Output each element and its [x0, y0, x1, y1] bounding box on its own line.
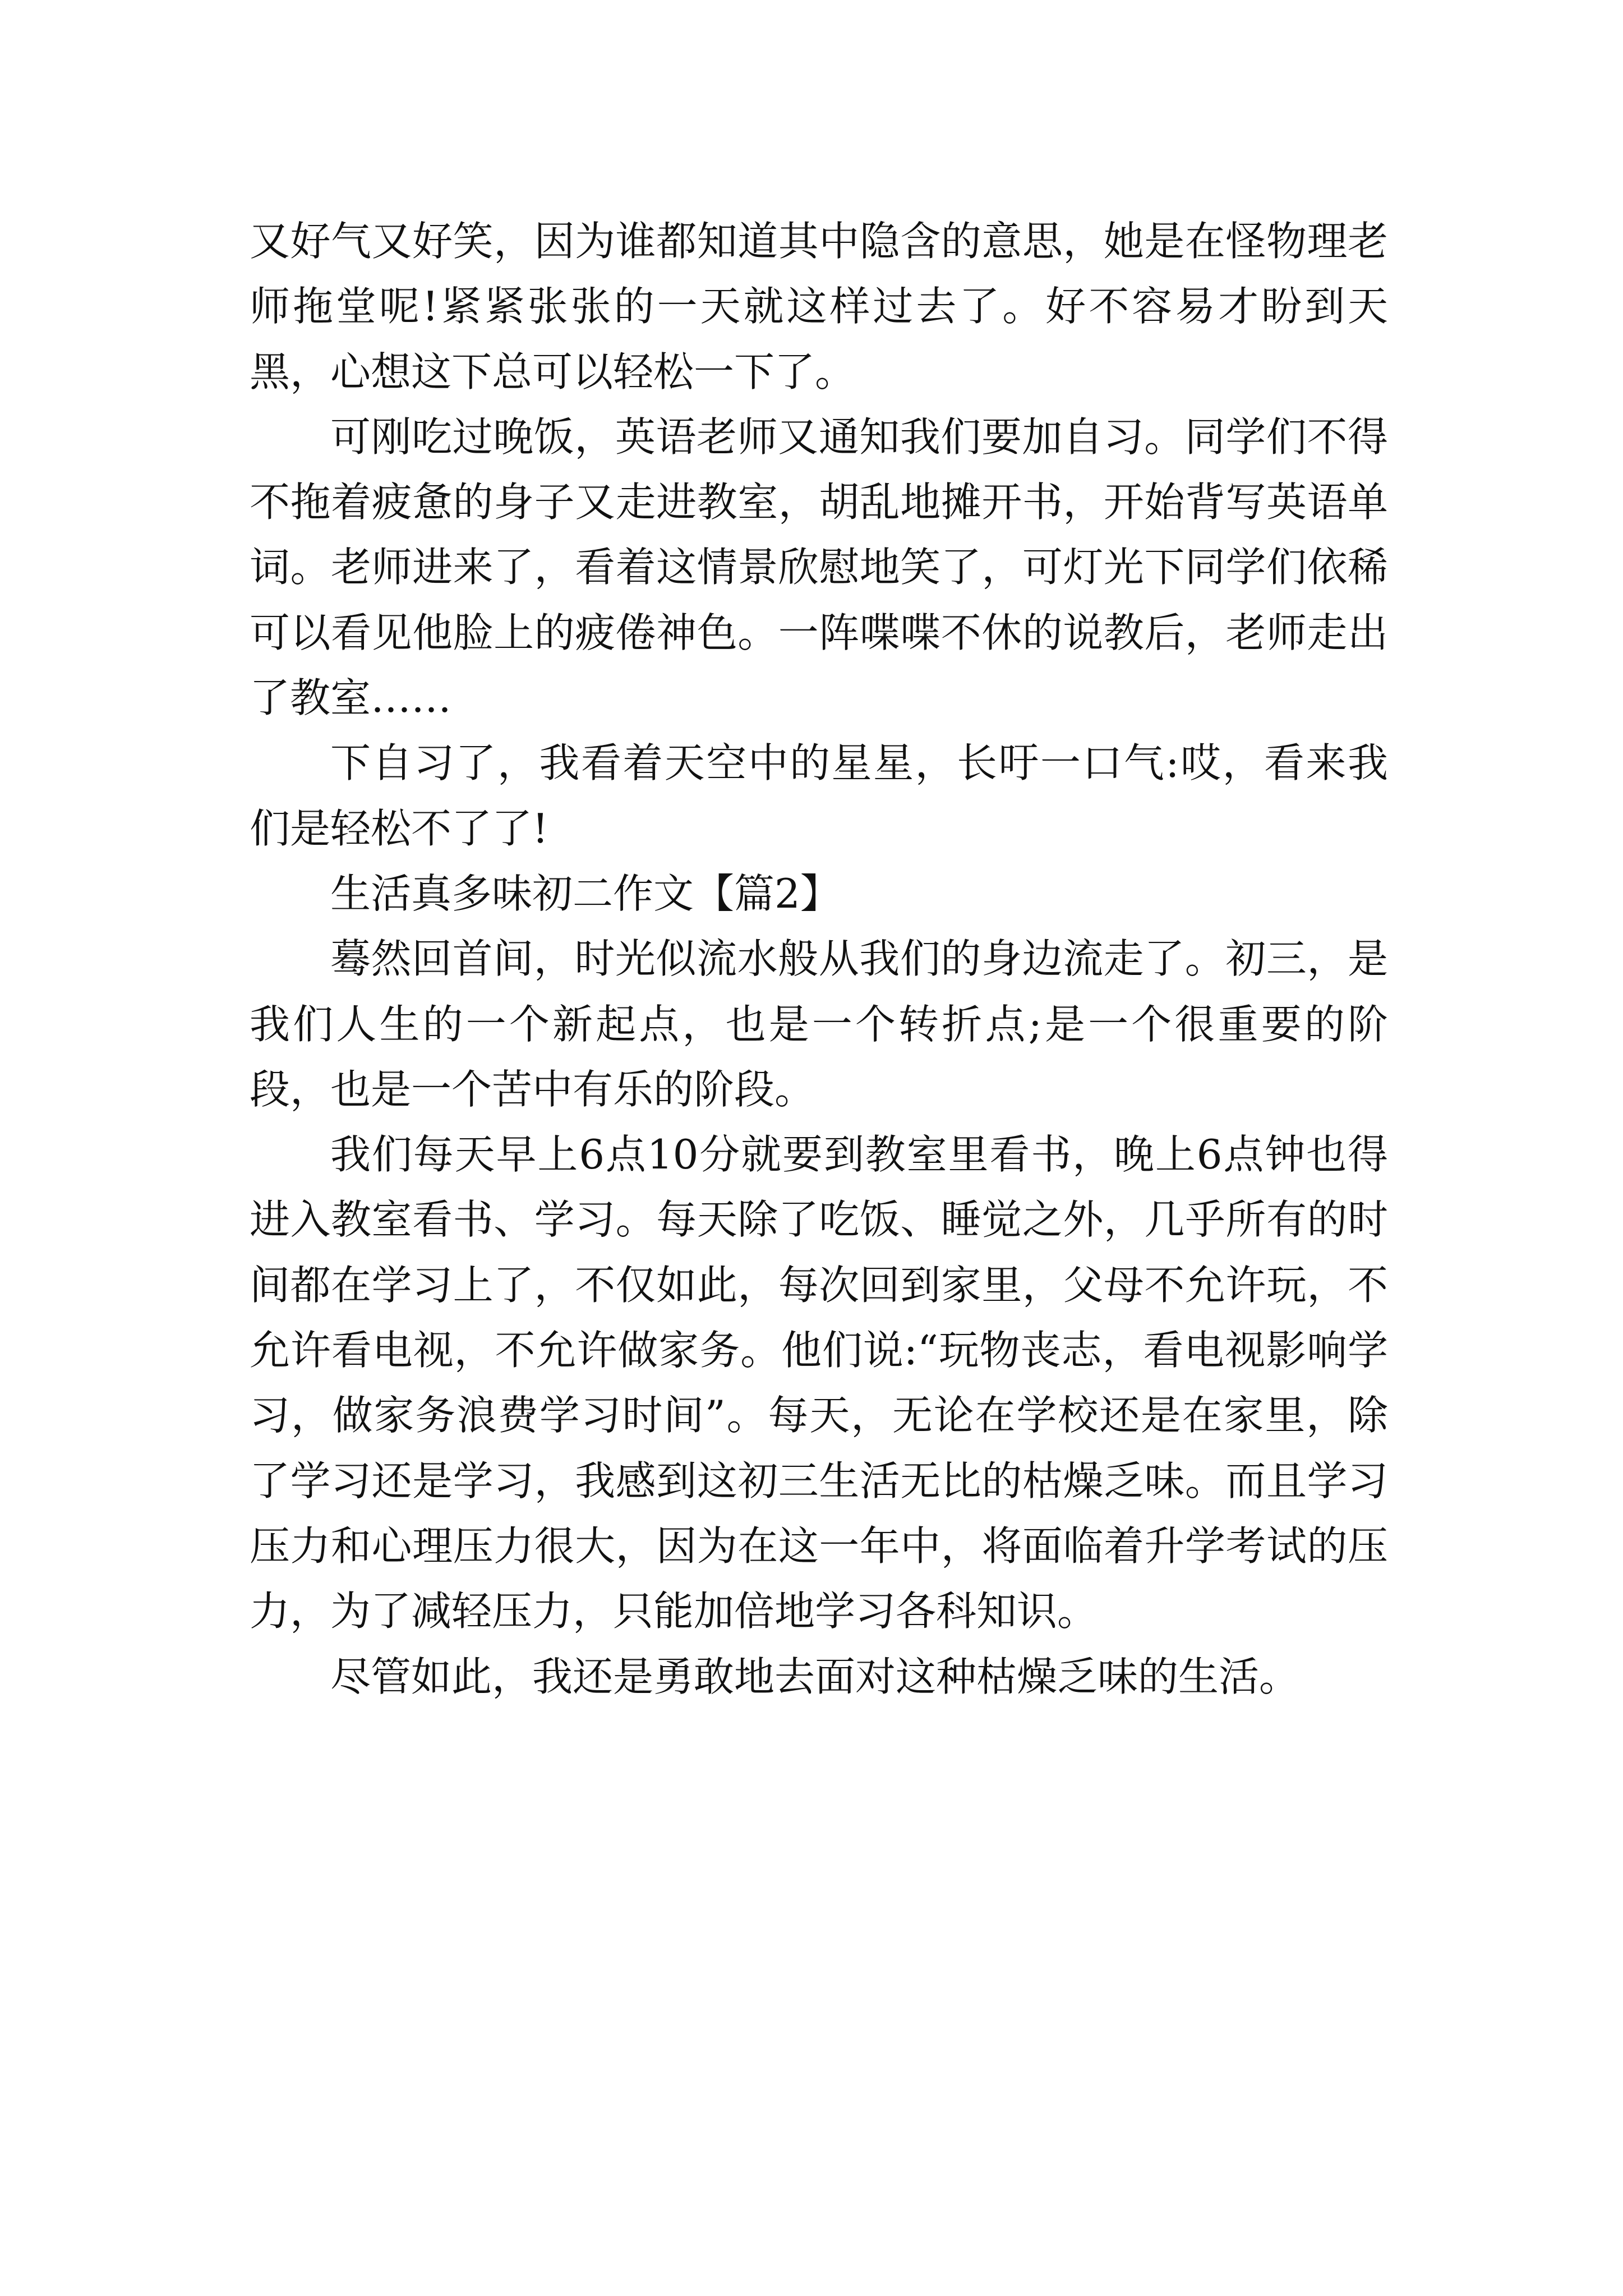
document-body: [250, 209, 1388, 1709]
paragraph-1: 又好气又好笑，因为谁都知道其中隐含的意思，她是在怪物理老师拖堂呢!紧紧张张的一天就这样过去了。好不容易才盼到天黑，心想这下总可以轻松一下了。: [250, 218, 1388, 395]
paragraph-3: 下自习了，我看着天空中的星星，长吁一口气:哎，看来我们是轻松不了了!: [250, 739, 1388, 852]
paragraph-5: 我们每天早上6点10分就要到教室里看书，晚上6点钟也得进入教室看书、学习。每天除了吃饭、睡觉之外，几乎所有的时间都在学习上了，不仅如此，每次回到家里，父母不允许玩，不允许看电视，不允许做家务。他们说:“玩物丧志，看电视影响学习，做家务浪费学习时间”。每天，无论在学校还是在家里，除了学习还是学习，我感到这初三生活无比的枯燥乏味。而且学习压力和心理压力很大，因为在这一年中，将面临着升学考试的压力，为了减轻压力，只能加倍地学习各科知识。: [250, 1131, 1388, 1635]
paragraph-2: 可刚吃过晚饭，英语老师又通知我们要加自习。同学们不得不拖着疲惫的身子又走进教室，胡乱地摊开书，开始背写英语单词。老师进来了，看着这情景欣慰地笑了，可灯光下同学们依稀可以看见他脸上的疲倦神色。一阵喋喋不休的说教后，老师走出了教室……: [250, 413, 1388, 722]
section-heading: 生活真多味初二作文【篇2】: [330, 869, 841, 917]
paragraph-6: 尽管如此，我还是勇敢地去面对这种枯燥乏味的生活。: [330, 1653, 1300, 1700]
paragraph-4: 蓦然回首间，时光似流水般从我们的身边流走了。初三，是我们人生的一个新起点，也是一个转折点;是一个很重要的阶段，也是一个苦中有乐的阶段。: [250, 935, 1388, 1113]
